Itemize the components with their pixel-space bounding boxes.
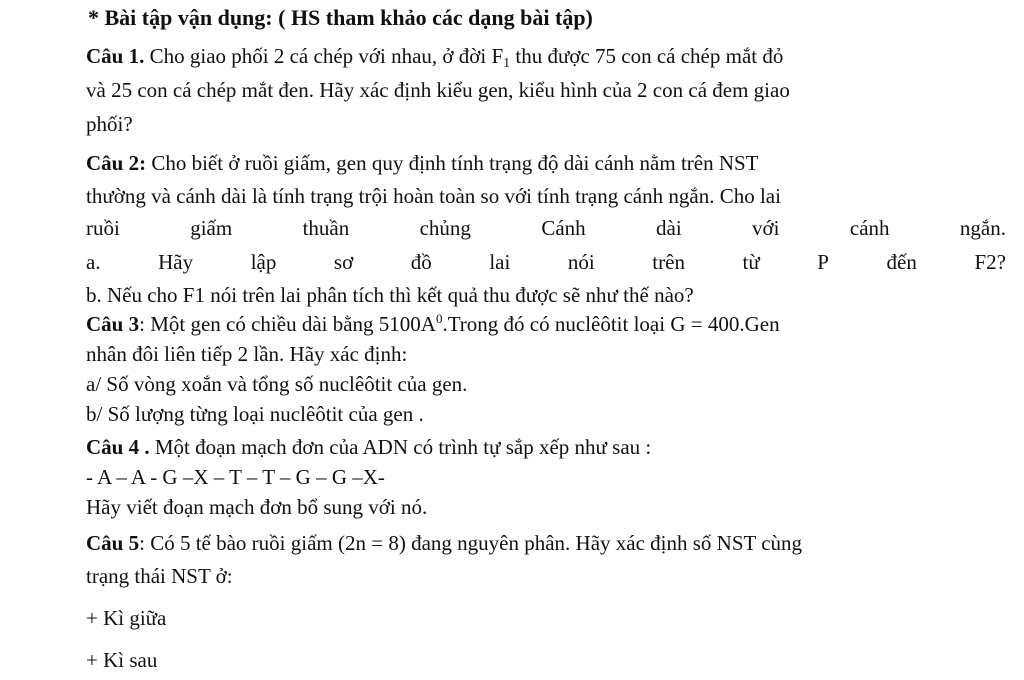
question-2-line-4-word: sơ — [333, 250, 354, 274]
question-5-option-2: + Kì sau — [86, 648, 158, 672]
question-3-part-a: a/ Số vòng xoắn và tổng số nuclêôtit của gen. — [86, 372, 468, 396]
question-2-line-3-word: cánh — [849, 216, 890, 240]
question-2-line-4-word: từ — [742, 250, 760, 274]
question-2-line-3-word: ngắn. — [959, 216, 1006, 240]
question-2-text: Cho biết ở ruồi giấm, gen quy định tính trạng độ dài cánh nằm trên NST — [146, 151, 759, 175]
question-2-line-2: thường và cánh dài là tính trạng trội hoàn toàn so với tính trạng cánh ngắn. Cho lai — [86, 184, 781, 208]
page-heading: * Bài tập vận dụng: ( HS tham khảo các dạng bài tập) — [88, 5, 593, 30]
question-5-option-1: + Kì giữa — [86, 606, 167, 630]
question-2-line-4-word: lập — [250, 250, 277, 274]
question-4-label: Câu 4 . — [86, 435, 150, 459]
question-2-line-3-word: thuần — [302, 216, 350, 240]
question-2-line-3-word: chủng — [419, 216, 471, 240]
question-2-line-4-word: P — [817, 250, 829, 274]
question-5-label: Câu 5 — [86, 531, 140, 555]
question-1-line-1 — [86, 43, 1006, 69]
question-4-line-3: Hãy viết đoạn mạch đơn bổ sung với nó. — [86, 495, 428, 519]
question-5-line-2: trạng thái NST ở: — [86, 564, 233, 588]
question-3-text-b: .Trong đó có nuclêôtit loại G = 400.Gen — [442, 312, 780, 336]
question-2-line-4-word: F2? — [974, 250, 1006, 274]
question-2-line-4-word: a. — [86, 250, 101, 274]
question-4-sequence: - A – A - G –X – T – T – G – G –X- — [86, 465, 385, 489]
question-2-part-b: b. Nếu cho F1 nói trên lai phân tích thì kết quả thu được sẽ như thế nào? — [86, 283, 694, 307]
question-1-text-b: thu được 75 con cá chép mắt đỏ — [510, 44, 784, 68]
question-3-part-b: b/ Số lượng từng loại nuclêôtit của gen . — [86, 402, 424, 426]
question-2-line-4-word: lai — [489, 250, 511, 274]
question-1-text-a: Cho giao phối 2 cá chép với nhau, ở đời F — [149, 44, 504, 68]
question-2-line-3-word: Cánh — [541, 216, 586, 240]
question-1-label: Câu 1. — [86, 44, 145, 68]
question-2-line-4-word: đến — [886, 250, 917, 274]
question-2-line-3-word: dài — [656, 216, 682, 240]
question-3-label: Câu 3 — [86, 312, 140, 336]
question-2-line-3-word: ruồi — [86, 216, 120, 240]
question-5-line-1 — [86, 530, 1006, 556]
question-2-line-4-word: trên — [652, 250, 685, 274]
question-3-line-1 — [86, 311, 1006, 337]
question-3-line-2: nhân đôi liên tiếp 2 lần. Hãy xác định: — [86, 342, 408, 366]
question-1-subscript: 1 — [503, 56, 511, 71]
question-3-text-a: : Một gen có chiều dài bằng 5100A — [139, 312, 436, 336]
question-4-text: Một đoạn mạch đơn của ADN có trình tự sắp xếp như sau : — [149, 435, 652, 459]
question-2-line-4-word: đồ — [410, 250, 432, 274]
question-1-line-3: phối? — [86, 112, 133, 136]
question-2-line-4 — [86, 249, 1006, 275]
question-2-line-4-word: Hãy — [158, 250, 194, 274]
question-1-line-2: và 25 con cá chép mắt đen. Hãy xác định kiểu gen, kiểu hình của 2 con cá đem giao — [86, 78, 790, 102]
question-2-line-3 — [86, 215, 1006, 241]
question-4-line-1 — [86, 434, 1006, 460]
question-5-text: : Có 5 tế bào ruồi giấm (2n = 8) đang nguyên phân. Hãy xác định số NST cùng — [139, 531, 803, 555]
question-3-superscript: 0 — [435, 311, 443, 326]
question-2-line-1 — [86, 150, 1006, 176]
question-2-line-3-word: giấm — [190, 216, 233, 240]
question-2-label: Câu 2: — [86, 151, 147, 175]
question-2-line-3-word: với — [752, 216, 780, 240]
question-2-line-4-word: nói — [567, 250, 595, 274]
